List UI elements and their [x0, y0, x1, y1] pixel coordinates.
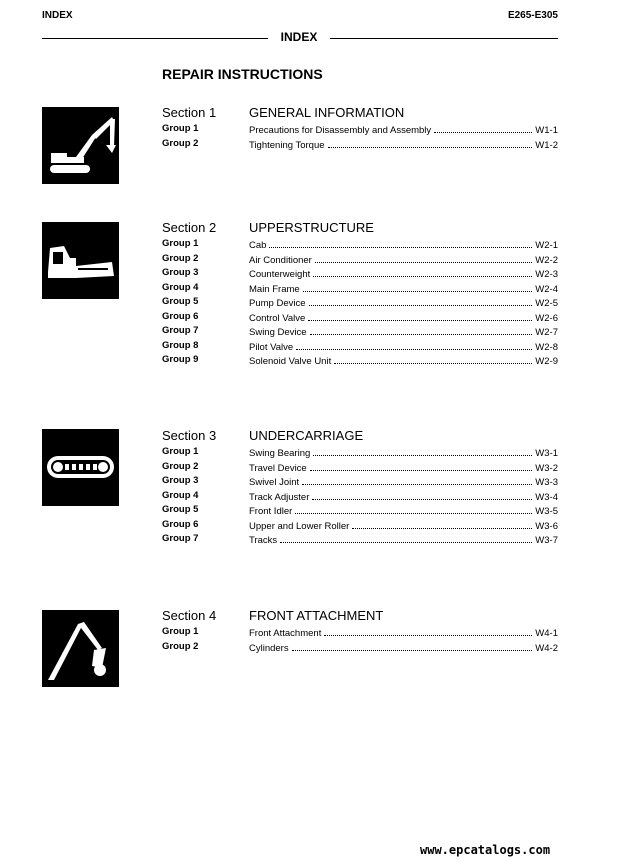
leader-dots — [434, 122, 532, 133]
entry-title: Front Idler — [249, 506, 293, 517]
group-label: Group 5 — [162, 296, 199, 307]
page-ref: W2-5 — [535, 298, 558, 309]
group-label: Group 2 — [162, 640, 199, 652]
track-icon — [42, 429, 119, 506]
leader-dots — [312, 489, 532, 500]
leader-dots — [334, 353, 532, 364]
group-label: Group 3 — [162, 267, 199, 278]
leader-dots — [315, 252, 532, 263]
group-label: Group 8 — [162, 339, 199, 351]
entry-title: Upper and Lower Roller — [249, 520, 350, 532]
entry-title: Tracks — [249, 535, 278, 546]
toc-row[interactable] — [162, 353, 558, 368]
leader-dots — [296, 339, 532, 350]
toc-row[interactable] — [162, 339, 558, 354]
page-ref: W2-6 — [535, 312, 558, 324]
section-number: Section 4 — [162, 608, 217, 623]
header-center-title: INDEX — [280, 30, 318, 44]
page-ref: W2-2 — [535, 254, 558, 266]
toc-row[interactable] — [162, 252, 558, 267]
entry-title: Solenoid Valve Unit — [249, 356, 332, 367]
leader-dots — [292, 640, 533, 651]
leader-dots — [308, 310, 532, 321]
toc-row[interactable] — [162, 518, 558, 533]
section-name: UNDERCARRIAGE — [249, 428, 364, 443]
entry-title: Tightening Torque — [249, 139, 325, 151]
page-ref: W1-2 — [535, 139, 558, 151]
entry-title: Main Frame — [249, 283, 300, 295]
toc-row[interactable] — [162, 489, 558, 504]
leader-dots — [269, 237, 532, 248]
section-name: FRONT ATTACHMENT — [249, 608, 384, 623]
page-ref: W2-7 — [535, 327, 558, 338]
toc-row[interactable] — [162, 295, 558, 310]
entry-title: Swivel Joint — [249, 477, 300, 488]
leader-dots — [303, 281, 533, 292]
entry-title: Control Valve — [249, 312, 306, 324]
header-rule-left — [42, 38, 268, 39]
toc-row[interactable] — [162, 122, 558, 137]
leader-dots — [310, 460, 533, 471]
leader-dots — [313, 445, 532, 456]
page-ref: W3-1 — [535, 448, 558, 459]
toc-row[interactable] — [162, 445, 558, 460]
page-ref: W3-3 — [535, 477, 558, 488]
header-left: INDEX — [42, 10, 73, 21]
leader-dots — [310, 324, 533, 335]
group-label: Group 2 — [162, 252, 199, 264]
page-ref: W3-5 — [535, 506, 558, 517]
leader-dots — [324, 625, 532, 636]
leader-dots — [328, 137, 533, 148]
group-label: Group 7 — [162, 325, 199, 336]
header-right: E265-E305 — [507, 10, 558, 21]
group-label: Group 7 — [162, 533, 199, 544]
page-ref: W3-7 — [535, 535, 558, 546]
entry-title: Track Adjuster — [249, 491, 310, 503]
toc-row[interactable] — [162, 625, 558, 640]
entry-title: Cab — [249, 240, 267, 251]
page-ref: W4-1 — [535, 628, 558, 639]
entry-title: Cylinders — [249, 642, 289, 654]
page-ref: W2-3 — [535, 269, 558, 280]
entry-title: Pilot Valve — [249, 341, 294, 353]
group-label: Group 1 — [162, 446, 199, 457]
page-ref: W2-8 — [535, 341, 558, 353]
toc-row[interactable] — [162, 310, 558, 325]
document-title: REPAIR INSTRUCTIONS — [162, 66, 323, 82]
group-label: Group 6 — [162, 518, 199, 530]
page-ref: W3-6 — [535, 520, 558, 532]
group-label: Group 2 — [162, 137, 199, 149]
entry-title: Air Conditioner — [249, 254, 312, 266]
group-label: Group 3 — [162, 475, 199, 486]
section-number: Section 3 — [162, 428, 217, 443]
toc-row[interactable] — [162, 281, 558, 296]
group-label: Group 4 — [162, 489, 199, 501]
toc-row[interactable] — [162, 474, 558, 489]
section-number: Section 1 — [162, 105, 217, 120]
page-ref: W2-9 — [535, 356, 558, 367]
page-ref: W2-4 — [535, 283, 558, 295]
toc-row[interactable] — [162, 324, 558, 339]
leader-dots — [352, 518, 532, 529]
toc-row[interactable] — [162, 237, 558, 252]
group-label: Group 6 — [162, 310, 199, 322]
section-name: UPPERSTRUCTURE — [249, 220, 374, 235]
section-name: GENERAL INFORMATION — [249, 105, 405, 120]
page-ref: W4-2 — [535, 642, 558, 654]
group-label: Group 9 — [162, 354, 199, 365]
group-label: Group 5 — [162, 504, 199, 515]
group-label: Group 4 — [162, 281, 199, 293]
page-ref: W1-1 — [535, 125, 558, 136]
toc-row[interactable] — [162, 460, 558, 475]
entry-title: Swing Bearing — [249, 448, 311, 459]
leader-dots — [280, 532, 532, 543]
page-ref: W3-4 — [535, 491, 558, 503]
entry-title: Swing Device — [249, 327, 307, 338]
toc-row[interactable] — [162, 503, 558, 518]
toc-row[interactable] — [162, 532, 558, 547]
entry-title: Counterweight — [249, 269, 311, 280]
page-ref: W3-2 — [535, 462, 558, 474]
group-label: Group 1 — [162, 123, 199, 134]
boom-arm-icon — [42, 610, 119, 687]
entry-title: Pump Device — [249, 298, 306, 309]
section-number: Section 2 — [162, 220, 217, 235]
group-label: Group 2 — [162, 460, 199, 472]
leader-dots — [309, 295, 533, 306]
group-label: Group 1 — [162, 238, 199, 249]
footer-watermark[interactable]: www.epcatalogs.com — [420, 843, 551, 857]
excavator-icon — [42, 107, 119, 184]
leader-dots — [313, 266, 532, 277]
toc-row[interactable] — [162, 266, 558, 281]
toc-row[interactable] — [162, 640, 558, 655]
leader-dots — [302, 474, 532, 485]
entry-title: Precautions for Disassembly and Assembly — [249, 125, 432, 136]
header-rule-right — [330, 38, 558, 39]
toc-row[interactable] — [162, 137, 558, 152]
leader-dots — [295, 503, 532, 514]
entry-title: Front Attachment — [249, 628, 322, 639]
group-label: Group 1 — [162, 626, 199, 637]
entry-title: Travel Device — [249, 462, 307, 474]
page-ref: W2-1 — [535, 240, 558, 251]
upperstructure-icon — [42, 222, 119, 299]
